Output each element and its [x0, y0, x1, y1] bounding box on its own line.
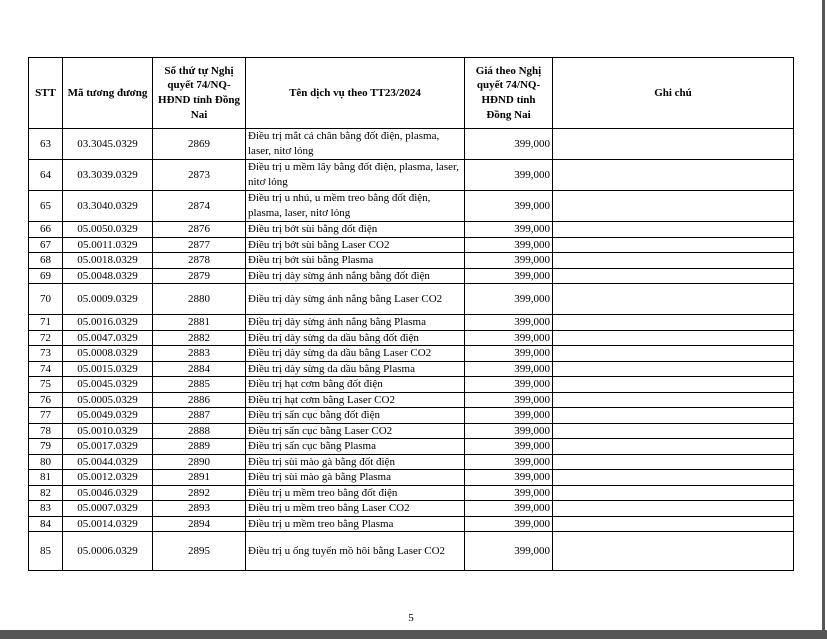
cell-stt: 84 — [29, 516, 63, 532]
cell-service: Điều trị u mềm treo bằng Laser CO2 — [246, 501, 465, 517]
cell-service: Điều trị dày sừng da dầu bằng Plasma — [246, 361, 465, 377]
cell-code: 05.0010.0329 — [63, 423, 153, 439]
cell-service: Điều trị sùi mào gà bằng Plasma — [246, 470, 465, 486]
cell-code: 05.0045.0329 — [63, 377, 153, 393]
cell-service: Điều trị sẩn cục bằng Plasma — [246, 439, 465, 455]
cell-service: Điều trị u nhú, u mềm treo bằng đốt điện, plasma, laser, nitơ lỏng — [246, 191, 465, 222]
cell-note — [553, 191, 794, 222]
cell-note — [553, 346, 794, 362]
cell-note — [553, 222, 794, 238]
cell-service: Điều trị u mềm lây bằng đốt điện, plasma, laser, nitơ lỏng — [246, 160, 465, 191]
cell-note — [553, 392, 794, 408]
cell-code: 05.0012.0329 — [63, 470, 153, 486]
cell-seq: 2884 — [153, 361, 246, 377]
table-row — [29, 222, 794, 238]
cell-seq: 2878 — [153, 253, 246, 269]
table-row — [29, 532, 794, 571]
cell-seq: 2888 — [153, 423, 246, 439]
cell-stt: 82 — [29, 485, 63, 501]
cell-price: 399,000 — [465, 439, 553, 455]
cell-service: Điều trị dày sừng da dầu bằng Laser CO2 — [246, 346, 465, 362]
cell-price: 399,000 — [465, 454, 553, 470]
cell-service: Điều trị u ống tuyến mồ hôi bằng Laser CO2 — [246, 532, 465, 571]
table-row — [29, 423, 794, 439]
table-row — [29, 346, 794, 362]
cell-note — [553, 361, 794, 377]
cell-code: 03.3045.0329 — [63, 129, 153, 160]
cell-seq: 2890 — [153, 454, 246, 470]
cell-stt: 81 — [29, 470, 63, 486]
cell-stt: 63 — [29, 129, 63, 160]
cell-stt: 83 — [29, 501, 63, 517]
cell-code: 05.0047.0329 — [63, 330, 153, 346]
cell-code: 05.0017.0329 — [63, 439, 153, 455]
cell-note — [553, 268, 794, 284]
service-price-table — [28, 57, 794, 571]
cell-seq: 2883 — [153, 346, 246, 362]
cell-seq: 2893 — [153, 501, 246, 517]
cell-note — [553, 253, 794, 269]
cell-note — [553, 532, 794, 571]
cell-stt: 73 — [29, 346, 63, 362]
cell-code: 05.0011.0329 — [63, 237, 153, 253]
cell-note — [553, 423, 794, 439]
cell-note — [553, 284, 794, 315]
table-row — [29, 284, 794, 315]
table-row — [29, 408, 794, 424]
cell-service: Điều trị sẩn cục bằng Laser CO2 — [246, 423, 465, 439]
cell-service: Điều trị bớt sùi bằng Laser CO2 — [246, 237, 465, 253]
cell-note — [553, 160, 794, 191]
table-row — [29, 315, 794, 331]
cell-service: Điều trị mắt cá chân bằng đốt điện, plasma, laser, nitơ lỏng — [246, 129, 465, 160]
cell-price: 399,000 — [465, 361, 553, 377]
table-row — [29, 439, 794, 455]
cell-stt: 78 — [29, 423, 63, 439]
table-row — [29, 501, 794, 517]
table-row — [29, 237, 794, 253]
cell-stt: 75 — [29, 377, 63, 393]
cell-service: Điều trị bớt sùi bằng Plasma — [246, 253, 465, 269]
cell-price: 399,000 — [465, 501, 553, 517]
cell-price: 399,000 — [465, 485, 553, 501]
cell-code: 03.3040.0329 — [63, 191, 153, 222]
cell-price: 399,000 — [465, 392, 553, 408]
cell-seq: 2894 — [153, 516, 246, 532]
cell-seq: 2887 — [153, 408, 246, 424]
cell-price: 399,000 — [465, 516, 553, 532]
cell-seq: 2895 — [153, 532, 246, 571]
column-header-code: Mã tương đương — [63, 58, 153, 129]
cell-price: 399,000 — [465, 237, 553, 253]
cell-code: 05.0006.0329 — [63, 532, 153, 571]
cell-stt: 77 — [29, 408, 63, 424]
table-row — [29, 330, 794, 346]
cell-code: 05.0044.0329 — [63, 454, 153, 470]
cell-stt: 64 — [29, 160, 63, 191]
table-row — [29, 516, 794, 532]
cell-seq: 2876 — [153, 222, 246, 238]
cell-service: Điều trị dày sừng da dầu bằng đốt điện — [246, 330, 465, 346]
cell-seq: 2877 — [153, 237, 246, 253]
cell-price: 399,000 — [465, 222, 553, 238]
cell-stt: 76 — [29, 392, 63, 408]
cell-price: 399,000 — [465, 284, 553, 315]
cell-seq: 2873 — [153, 160, 246, 191]
cell-stt: 68 — [29, 253, 63, 269]
viewer-right-edge — [822, 0, 825, 639]
cell-price: 399,000 — [465, 191, 553, 222]
cell-seq: 2879 — [153, 268, 246, 284]
cell-stt: 69 — [29, 268, 63, 284]
cell-seq: 2874 — [153, 191, 246, 222]
cell-service: Điều trị u mềm treo bằng đốt điện — [246, 485, 465, 501]
cell-note — [553, 315, 794, 331]
cell-stt: 70 — [29, 284, 63, 315]
cell-code: 05.0018.0329 — [63, 253, 153, 269]
cell-price: 399,000 — [465, 253, 553, 269]
cell-note — [553, 516, 794, 532]
cell-stt: 74 — [29, 361, 63, 377]
column-header-seq: Số thứ tự Nghị quyết 74/NQ-HĐND tỉnh Đồng Nai — [153, 58, 246, 129]
cell-seq: 2889 — [153, 439, 246, 455]
cell-code: 05.0007.0329 — [63, 501, 153, 517]
cell-note — [553, 485, 794, 501]
table-row — [29, 191, 794, 222]
cell-service: Điều trị hạt cơm bằng đốt điện — [246, 377, 465, 393]
cell-service: Điều trị dày sừng ánh nắng bằng Plasma — [246, 315, 465, 331]
table-row — [29, 253, 794, 269]
cell-price: 399,000 — [465, 470, 553, 486]
cell-seq: 2886 — [153, 392, 246, 408]
table-row — [29, 470, 794, 486]
table-row — [29, 392, 794, 408]
column-header-price: Giá theo Nghị quyết 74/NQ-HĐND tỉnh Đồng Nai — [465, 58, 553, 129]
cell-seq: 2869 — [153, 129, 246, 160]
column-header-note: Ghi chú — [553, 58, 794, 129]
cell-note — [553, 454, 794, 470]
table-row — [29, 377, 794, 393]
column-header-stt: STT — [29, 58, 63, 129]
table-row — [29, 361, 794, 377]
cell-note — [553, 377, 794, 393]
cell-stt: 80 — [29, 454, 63, 470]
cell-price: 399,000 — [465, 330, 553, 346]
cell-stt: 85 — [29, 532, 63, 571]
cell-note — [553, 439, 794, 455]
cell-price: 399,000 — [465, 423, 553, 439]
cell-price: 399,000 — [465, 377, 553, 393]
header-row — [29, 58, 794, 129]
cell-service: Điều trị sùi mào gà bằng đốt điện — [246, 454, 465, 470]
cell-code: 05.0005.0329 — [63, 392, 153, 408]
cell-code: 05.0009.0329 — [63, 284, 153, 315]
cell-stt: 79 — [29, 439, 63, 455]
cell-seq: 2882 — [153, 330, 246, 346]
cell-service: Điều trị dày sừng ánh nắng bằng đốt điện — [246, 268, 465, 284]
cell-price: 399,000 — [465, 532, 553, 571]
cell-note — [553, 470, 794, 486]
cell-code: 05.0049.0329 — [63, 408, 153, 424]
cell-note — [553, 330, 794, 346]
cell-code: 05.0016.0329 — [63, 315, 153, 331]
cell-code: 05.0014.0329 — [63, 516, 153, 532]
cell-service: Điều trị bớt sùi bằng đốt điện — [246, 222, 465, 238]
cell-note — [553, 237, 794, 253]
cell-price: 399,000 — [465, 160, 553, 191]
table-row — [29, 129, 794, 160]
cell-stt: 71 — [29, 315, 63, 331]
table-row — [29, 485, 794, 501]
cell-stt: 65 — [29, 191, 63, 222]
cell-seq: 2885 — [153, 377, 246, 393]
cell-seq: 2881 — [153, 315, 246, 331]
cell-service: Điều trị sẩn cục bằng đốt điện — [246, 408, 465, 424]
cell-note — [553, 129, 794, 160]
cell-note — [553, 501, 794, 517]
cell-price: 399,000 — [465, 346, 553, 362]
table-row — [29, 268, 794, 284]
cell-seq: 2892 — [153, 485, 246, 501]
cell-code: 05.0048.0329 — [63, 268, 153, 284]
cell-service: Điều trị hạt cơm bằng Laser CO2 — [246, 392, 465, 408]
viewer-bottom-edge — [0, 630, 827, 639]
cell-stt: 66 — [29, 222, 63, 238]
cell-code: 03.3039.0329 — [63, 160, 153, 191]
cell-service: Điều trị dày sừng ánh nắng bằng Laser CO2 — [246, 284, 465, 315]
cell-seq: 2891 — [153, 470, 246, 486]
cell-note — [553, 408, 794, 424]
cell-service: Điều trị u mềm treo bằng Plasma — [246, 516, 465, 532]
cell-price: 399,000 — [465, 408, 553, 424]
page-number: 5 — [408, 612, 414, 624]
cell-price: 399,000 — [465, 315, 553, 331]
cell-price: 399,000 — [465, 268, 553, 284]
cell-seq: 2880 — [153, 284, 246, 315]
cell-stt: 67 — [29, 237, 63, 253]
cell-stt: 72 — [29, 330, 63, 346]
cell-code: 05.0050.0329 — [63, 222, 153, 238]
cell-code: 05.0015.0329 — [63, 361, 153, 377]
table-row — [29, 160, 794, 191]
cell-code: 05.0046.0329 — [63, 485, 153, 501]
cell-price: 399,000 — [465, 129, 553, 160]
column-header-name: Tên dịch vụ theo TT23/2024 — [246, 58, 465, 129]
cell-code: 05.0008.0329 — [63, 346, 153, 362]
service-table-body — [29, 129, 794, 571]
table-row — [29, 454, 794, 470]
